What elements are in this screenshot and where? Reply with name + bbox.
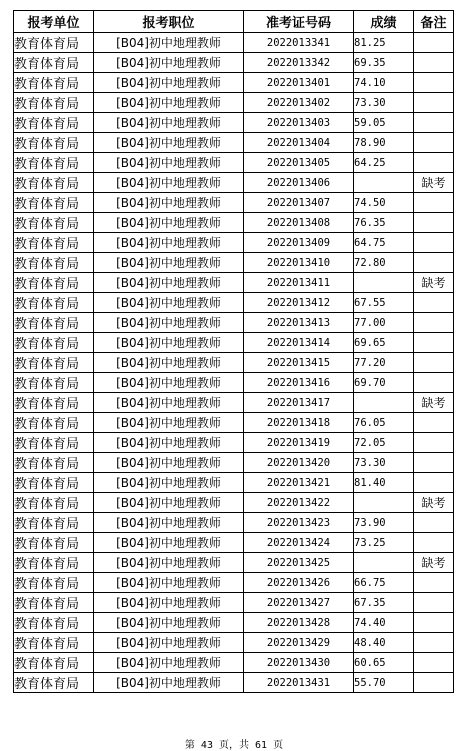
score-cell: 73.90: [354, 513, 414, 533]
note-cell: [414, 593, 454, 613]
unit-cell: 教育体育局: [14, 333, 94, 353]
unit-cell: 教育体育局: [14, 513, 94, 533]
note-cell: [414, 633, 454, 653]
exam-id-cell: 2022013425: [244, 553, 354, 573]
table-row: [14, 433, 454, 453]
table-row: [14, 533, 454, 553]
position-cell: [B04]初中地理教师: [94, 673, 244, 693]
table-row: [14, 473, 454, 493]
table-row: [14, 513, 454, 533]
position-cell: [B04]初中地理教师: [94, 493, 244, 513]
table-row: [14, 213, 454, 233]
unit-cell: 教育体育局: [14, 233, 94, 253]
exam-id-cell: 2022013422: [244, 493, 354, 513]
score-cell: 76.35: [354, 213, 414, 233]
position-cell: [B04]初中地理教师: [94, 33, 244, 53]
score-cell: 74.50: [354, 193, 414, 213]
score-cell: 67.35: [354, 593, 414, 613]
position-cell: [B04]初中地理教师: [94, 373, 244, 393]
exam-id-cell: 2022013414: [244, 333, 354, 353]
unit-cell: 教育体育局: [14, 133, 94, 153]
table-body: [14, 33, 454, 693]
note-cell: [414, 133, 454, 153]
table-row: [14, 293, 454, 313]
unit-cell: 教育体育局: [14, 373, 94, 393]
position-cell: [B04]初中地理教师: [94, 293, 244, 313]
table-row: [14, 193, 454, 213]
score-cell: 76.05: [354, 413, 414, 433]
table-row: [14, 133, 454, 153]
unit-cell: 教育体育局: [14, 453, 94, 473]
note-cell: 缺考: [414, 273, 454, 293]
score-cell: 69.35: [354, 53, 414, 73]
position-cell: [B04]初中地理教师: [94, 213, 244, 233]
position-cell: [B04]初中地理教师: [94, 613, 244, 633]
note-cell: [414, 653, 454, 673]
position-cell: [B04]初中地理教师: [94, 153, 244, 173]
note-cell: [414, 213, 454, 233]
table-row: [14, 313, 454, 333]
position-cell: [B04]初中地理教师: [94, 333, 244, 353]
note-cell: [414, 253, 454, 273]
unit-cell: 教育体育局: [14, 93, 94, 113]
note-cell: [414, 113, 454, 133]
table-row: [14, 233, 454, 253]
exam-id-cell: 2022013427: [244, 593, 354, 613]
table-row: [14, 633, 454, 653]
position-cell: [B04]初中地理教师: [94, 73, 244, 93]
unit-cell: 教育体育局: [14, 413, 94, 433]
exam-id-cell: 2022013421: [244, 473, 354, 493]
unit-cell: 教育体育局: [14, 153, 94, 173]
position-cell: [B04]初中地理教师: [94, 353, 244, 373]
position-cell: [B04]初中地理教师: [94, 313, 244, 333]
score-cell: 72.05: [354, 433, 414, 453]
position-cell: [B04]初中地理教师: [94, 273, 244, 293]
position-cell: [B04]初中地理教师: [94, 653, 244, 673]
note-cell: [414, 453, 454, 473]
score-cell: [354, 553, 414, 573]
position-cell: [B04]初中地理教师: [94, 93, 244, 113]
score-cell: 77.20: [354, 353, 414, 373]
score-cell: 81.25: [354, 33, 414, 53]
unit-cell: 教育体育局: [14, 473, 94, 493]
exam-id-cell: 2022013412: [244, 293, 354, 313]
score-cell: 67.55: [354, 293, 414, 313]
exam-id-cell: 2022013416: [244, 373, 354, 393]
exam-id-cell: 2022013420: [244, 453, 354, 473]
exam-id-cell: 2022013413: [244, 313, 354, 333]
position-cell: [B04]初中地理教师: [94, 133, 244, 153]
unit-cell: 教育体育局: [14, 553, 94, 573]
score-cell: 55.70: [354, 673, 414, 693]
exam-id-cell: 2022013417: [244, 393, 354, 413]
exam-id-cell: 2022013402: [244, 93, 354, 113]
exam-id-cell: 2022013401: [244, 73, 354, 93]
table-row: [14, 273, 454, 293]
score-cell: 69.65: [354, 333, 414, 353]
table-row: [14, 673, 454, 693]
position-cell: [B04]初中地理教师: [94, 253, 244, 273]
position-cell: [B04]初中地理教师: [94, 233, 244, 253]
table-row: [14, 553, 454, 573]
note-cell: [414, 613, 454, 633]
score-cell: [354, 273, 414, 293]
score-table: [13, 10, 454, 693]
table-row: [14, 393, 454, 413]
note-cell: [414, 573, 454, 593]
exam-id-cell: 2022013419: [244, 433, 354, 453]
exam-id-cell: 2022013424: [244, 533, 354, 553]
unit-cell: 教育体育局: [14, 533, 94, 553]
page-footer: 第 43 页，共 61 页: [184, 740, 284, 751]
exam-id-cell: 2022013409: [244, 233, 354, 253]
position-cell: [B04]初中地理教师: [94, 593, 244, 613]
note-cell: [414, 673, 454, 693]
table-row: [14, 333, 454, 353]
unit-cell: 教育体育局: [14, 53, 94, 73]
score-cell: 66.75: [354, 573, 414, 593]
table-row: [14, 373, 454, 393]
note-cell: [414, 373, 454, 393]
position-cell: [B04]初中地理教师: [94, 453, 244, 473]
score-cell: 73.30: [354, 453, 414, 473]
unit-cell: 教育体育局: [14, 653, 94, 673]
unit-cell: 教育体育局: [14, 113, 94, 133]
unit-cell: 教育体育局: [14, 293, 94, 313]
unit-cell: 教育体育局: [14, 393, 94, 413]
position-cell: [B04]初中地理教师: [94, 173, 244, 193]
table-row: [14, 173, 454, 193]
table-row: [14, 113, 454, 133]
unit-cell: 教育体育局: [14, 173, 94, 193]
note-cell: 缺考: [414, 493, 454, 513]
score-cell: 73.25: [354, 533, 414, 553]
note-cell: 缺考: [414, 553, 454, 573]
exam-id-cell: 2022013426: [244, 573, 354, 593]
exam-id-cell: 2022013423: [244, 513, 354, 533]
unit-cell: 教育体育局: [14, 193, 94, 213]
score-cell: 64.75: [354, 233, 414, 253]
table-row: [14, 93, 454, 113]
position-cell: [B04]初中地理教师: [94, 633, 244, 653]
score-cell: 74.10: [354, 73, 414, 93]
position-cell: [B04]初中地理教师: [94, 553, 244, 573]
position-cell: [B04]初中地理教师: [94, 513, 244, 533]
position-cell: [B04]初中地理教师: [94, 53, 244, 73]
table-row: [14, 353, 454, 373]
table-row: [14, 493, 454, 513]
note-cell: [414, 513, 454, 533]
position-cell: [B04]初中地理教师: [94, 473, 244, 493]
table-row: [14, 613, 454, 633]
note-cell: [414, 233, 454, 253]
exam-id-cell: 2022013415: [244, 353, 354, 373]
exam-id-cell: 2022013429: [244, 633, 354, 653]
score-cell: 81.40: [354, 473, 414, 493]
position-cell: [B04]初中地理教师: [94, 573, 244, 593]
exam-id-cell: 2022013408: [244, 213, 354, 233]
note-cell: 缺考: [414, 393, 454, 413]
score-cell: 64.25: [354, 153, 414, 173]
exam-id-cell: 2022013418: [244, 413, 354, 433]
note-cell: [414, 153, 454, 173]
exam-id-cell: 2022013411: [244, 273, 354, 293]
score-cell: [354, 173, 414, 193]
note-cell: [414, 413, 454, 433]
note-cell: [414, 473, 454, 493]
note-cell: [414, 313, 454, 333]
score-cell: [354, 493, 414, 513]
score-cell: 59.05: [354, 113, 414, 133]
note-cell: [414, 333, 454, 353]
score-cell: 77.00: [354, 313, 414, 333]
position-cell: [B04]初中地理教师: [94, 433, 244, 453]
unit-cell: 教育体育局: [14, 253, 94, 273]
table-row: [14, 33, 454, 53]
score-cell: 78.90: [354, 133, 414, 153]
exam-id-cell: 2022013342: [244, 53, 354, 73]
score-cell: 73.30: [354, 93, 414, 113]
note-cell: [414, 93, 454, 113]
table-header-row: [14, 11, 454, 33]
score-cell: 60.65: [354, 653, 414, 673]
unit-cell: 教育体育局: [14, 493, 94, 513]
unit-cell: 教育体育局: [14, 593, 94, 613]
position-cell: [B04]初中地理教师: [94, 393, 244, 413]
note-cell: [414, 33, 454, 53]
exam-id-cell: 2022013404: [244, 133, 354, 153]
table-row: [14, 593, 454, 613]
score-cell: 48.40: [354, 633, 414, 653]
position-cell: [B04]初中地理教师: [94, 533, 244, 553]
exam-id-cell: 2022013431: [244, 673, 354, 693]
unit-cell: 教育体育局: [14, 273, 94, 293]
exam-id-cell: 2022013405: [244, 153, 354, 173]
note-cell: [414, 533, 454, 553]
note-cell: [414, 193, 454, 213]
header-note: 备注: [414, 11, 454, 33]
note-cell: [414, 73, 454, 93]
header-score: 成绩: [354, 11, 414, 33]
table-row: [14, 653, 454, 673]
note-cell: 缺考: [414, 173, 454, 193]
note-cell: [414, 353, 454, 373]
note-cell: [414, 53, 454, 73]
unit-cell: 教育体育局: [14, 213, 94, 233]
position-cell: [B04]初中地理教师: [94, 193, 244, 213]
note-cell: [414, 293, 454, 313]
exam-id-cell: 2022013428: [244, 613, 354, 633]
header-position: 报考职位: [94, 11, 244, 33]
table-row: [14, 413, 454, 433]
exam-id-cell: 2022013407: [244, 193, 354, 213]
table-row: [14, 73, 454, 93]
unit-cell: 教育体育局: [14, 313, 94, 333]
unit-cell: 教育体育局: [14, 613, 94, 633]
exam-id-cell: 2022013406: [244, 173, 354, 193]
header-exam-id: 准考证号码: [244, 11, 354, 33]
unit-cell: 教育体育局: [14, 73, 94, 93]
unit-cell: 教育体育局: [14, 573, 94, 593]
header-unit: 报考单位: [14, 11, 94, 33]
exam-id-cell: 2022013403: [244, 113, 354, 133]
unit-cell: 教育体育局: [14, 353, 94, 373]
unit-cell: 教育体育局: [14, 673, 94, 693]
score-cell: [354, 393, 414, 413]
table-row: [14, 53, 454, 73]
table-row: [14, 453, 454, 473]
score-cell: 69.70: [354, 373, 414, 393]
table-row: [14, 573, 454, 593]
exam-id-cell: 2022013430: [244, 653, 354, 673]
note-cell: [414, 433, 454, 453]
unit-cell: 教育体育局: [14, 433, 94, 453]
score-cell: 74.40: [354, 613, 414, 633]
exam-id-cell: 2022013410: [244, 253, 354, 273]
position-cell: [B04]初中地理教师: [94, 413, 244, 433]
table-row: [14, 253, 454, 273]
position-cell: [B04]初中地理教师: [94, 113, 244, 133]
exam-id-cell: 2022013341: [244, 33, 354, 53]
table-row: [14, 153, 454, 173]
unit-cell: 教育体育局: [14, 633, 94, 653]
unit-cell: 教育体育局: [14, 33, 94, 53]
score-cell: 72.80: [354, 253, 414, 273]
